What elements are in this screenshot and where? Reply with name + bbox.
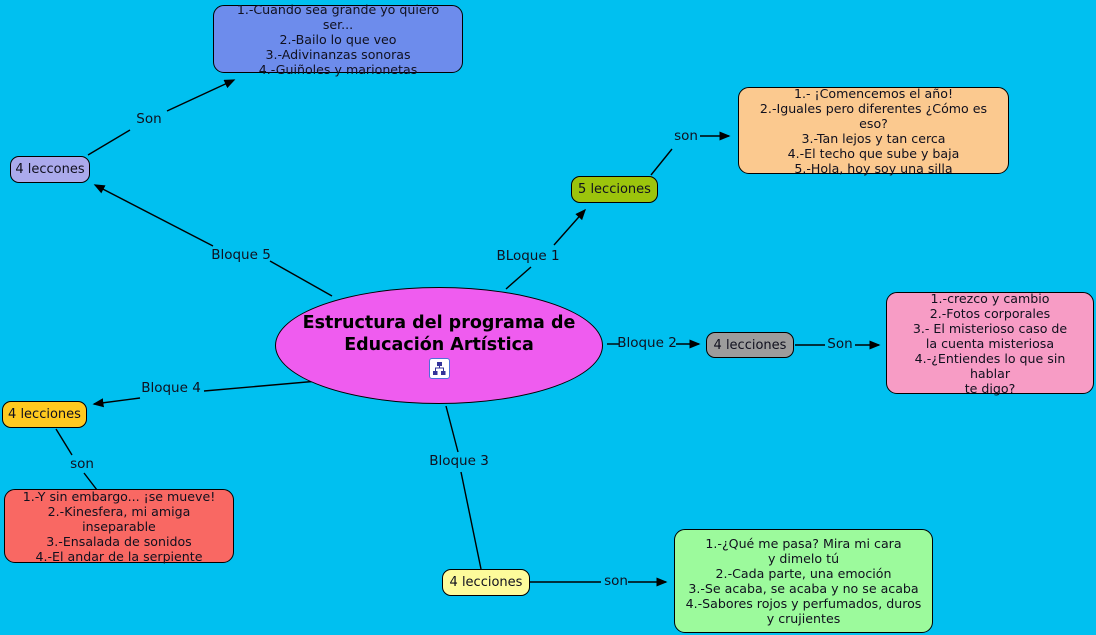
lessons-box-bloque3[interactable] bbox=[674, 529, 933, 633]
lesson-item: 2.-Fotos corporales bbox=[929, 305, 1051, 321]
central-topic-node[interactable] bbox=[275, 287, 603, 404]
lesson-item: 1.- ¡Comencemos el año! bbox=[793, 85, 954, 101]
count-node-bloque1[interactable] bbox=[571, 176, 658, 203]
central-topic-title-line1: Estructura del programa de bbox=[302, 313, 576, 333]
lessons-box-bloque2[interactable] bbox=[886, 292, 1094, 394]
lesson-item: 2.-Iguales pero diferentes ¿Cómo es eso? bbox=[759, 100, 988, 131]
lessons-box-bloque5[interactable] bbox=[213, 1, 463, 77]
lesson-item: 2.-Kinesfera, mi amiga inseparable bbox=[47, 503, 191, 534]
lesson-item: 1.-crezco y cambio bbox=[930, 290, 1050, 306]
lesson-item: 2.-Bailo lo que veo bbox=[279, 31, 397, 47]
son-label-bloque4[interactable]: son bbox=[70, 456, 94, 472]
son-label-bloque5[interactable]: Son bbox=[136, 111, 162, 127]
lessons-box-bloque4[interactable] bbox=[4, 489, 234, 563]
count-node-bloque4[interactable] bbox=[2, 401, 87, 428]
count-node-label: 4 lecciones bbox=[8, 407, 81, 422]
lesson-item: la cuenta misteriosa bbox=[925, 335, 1055, 351]
count-node-label: 4 lecciones bbox=[449, 575, 523, 590]
count-node-label: 5 lecciones bbox=[578, 182, 651, 197]
lesson-item: 1.-Cuando sea grande yo quiero ser... bbox=[236, 1, 440, 32]
count-node-label: 4 lecciones bbox=[713, 337, 787, 353]
edge-label-bloque2[interactable]: Bloque 2 bbox=[617, 335, 677, 351]
lesson-item: 3.-Ensalada de sonidos bbox=[46, 533, 192, 549]
lesson-item: 3.-Se acaba, se acaba y no se acaba bbox=[688, 581, 919, 596]
lesson-item: 1.-Y sin embargo... ¡se mueve! bbox=[22, 488, 216, 504]
count-node-bloque5[interactable] bbox=[10, 156, 90, 183]
count-node-label: 4 leccones bbox=[15, 162, 85, 177]
son-label-bloque1[interactable]: son bbox=[674, 128, 698, 144]
lesson-item: y dimelo tú bbox=[767, 551, 840, 566]
count-node-bloque3[interactable] bbox=[442, 569, 530, 596]
lesson-item: 4.-¿Entiendes lo que sin hablar bbox=[914, 350, 1066, 381]
lesson-item: 4.-Sabores rojos y perfumados, duros bbox=[685, 596, 922, 611]
son-label-bloque3[interactable]: son bbox=[604, 573, 628, 589]
org-chart-icon[interactable] bbox=[429, 358, 450, 379]
lesson-item: 1.-¿Qué me pasa? Mira mi cara bbox=[705, 536, 902, 551]
son-label-bloque2[interactable]: Son bbox=[827, 336, 853, 352]
edge-label-bloque3[interactable]: Bloque 3 bbox=[429, 453, 489, 469]
lesson-item: 4.-El andar de la serpiente bbox=[35, 548, 203, 564]
lesson-item: te digo? bbox=[964, 380, 1016, 396]
lesson-item: y crujientes bbox=[766, 611, 841, 626]
central-topic-title-line2: Educación Artística bbox=[344, 335, 534, 355]
lesson-item: 5.-Hola, hoy soy una silla bbox=[794, 160, 953, 176]
lesson-item: 4.-El techo que sube y baja bbox=[787, 145, 960, 161]
lesson-item: 3.- El misterioso caso de bbox=[912, 320, 1068, 336]
edge-label-bloque1[interactable]: BLoque 1 bbox=[496, 248, 560, 264]
edge-label-bloque5[interactable]: Bloque 5 bbox=[211, 247, 271, 263]
lessons-box-bloque1[interactable] bbox=[738, 87, 1009, 174]
count-node-bloque2[interactable] bbox=[706, 332, 794, 358]
lesson-item: 2.-Cada parte, una emoción bbox=[715, 566, 892, 581]
edge-label-bloque4[interactable]: Bloque 4 bbox=[141, 380, 201, 396]
lesson-item: 3.-Adivinanzas sonoras bbox=[265, 46, 411, 62]
lesson-item: 4.-Guiñoles y marionetas bbox=[258, 61, 418, 77]
lesson-item: 3.-Tan lejos y tan cerca bbox=[801, 130, 946, 146]
